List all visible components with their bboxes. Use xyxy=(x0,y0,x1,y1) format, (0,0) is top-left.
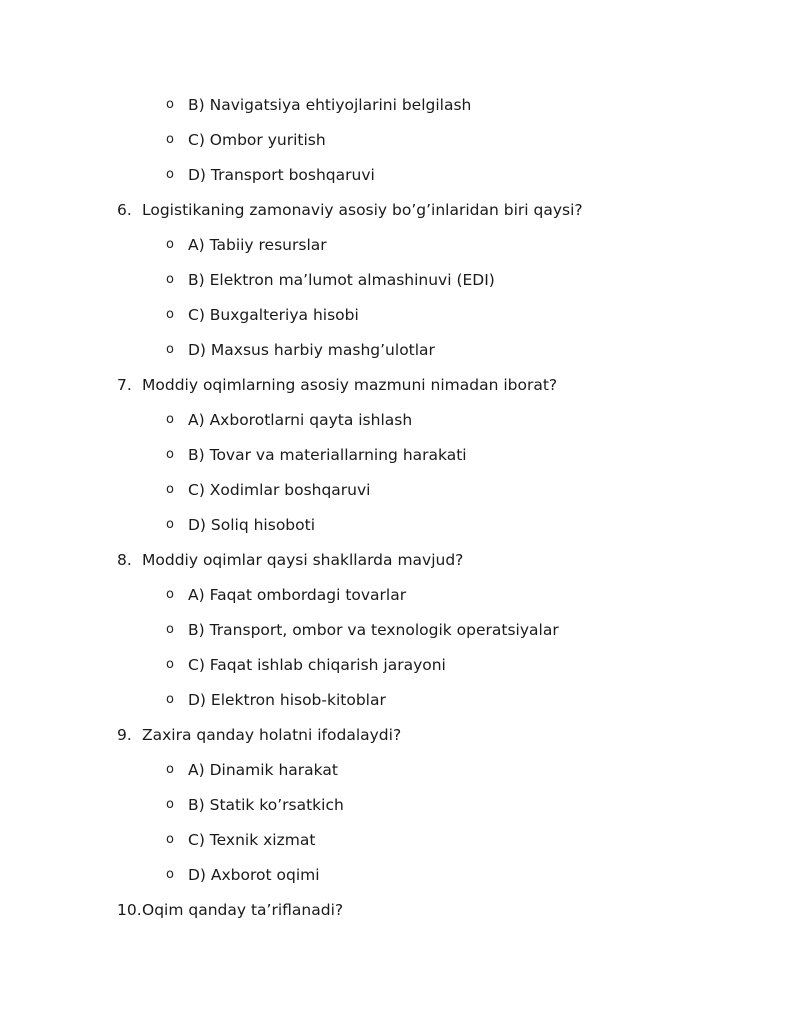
option-item xyxy=(0,303,800,327)
option-item xyxy=(0,93,800,117)
option-text: C) Xodimlar boshqaruvi xyxy=(188,481,371,499)
question-item xyxy=(0,373,800,397)
option-bullet: o xyxy=(166,657,174,672)
option-text: A) Faqat ombordagi tovarlar xyxy=(188,586,407,604)
question-text: Oqim qanday ta’riflanadi? xyxy=(142,901,344,919)
option-bullet: o xyxy=(166,587,174,602)
option-bullet: o xyxy=(166,797,174,812)
question-number: 10. xyxy=(117,901,142,919)
option-text: C) Texnik xizmat xyxy=(188,831,316,849)
option-text: A) Axborotlarni qayta ishlash xyxy=(188,411,413,429)
option-item xyxy=(0,758,800,782)
option-text: D) Soliq hisoboti xyxy=(188,516,316,534)
option-bullet: o xyxy=(166,307,174,322)
option-text: B) Tovar va materiallarning harakati xyxy=(188,446,467,464)
option-text: B) Statik ko’rsatkich xyxy=(188,796,344,814)
option-item xyxy=(0,443,800,467)
option-text: D) Maxsus harbiy mashg’ulotlar xyxy=(188,341,435,359)
option-text: B) Transport, ombor va texnologik operatsiyalar xyxy=(188,621,559,639)
option-item xyxy=(0,513,800,537)
option-text: A) Tabiiy resurslar xyxy=(188,236,327,254)
option-bullet: o xyxy=(166,692,174,707)
question-number: 9. xyxy=(117,726,132,744)
question-text: Moddiy oqimlar qaysi shakllarda mavjud? xyxy=(142,551,464,569)
question-number: 6. xyxy=(117,201,132,219)
option-item xyxy=(0,338,800,362)
option-text: C) Faqat ishlab chiqarish jarayoni xyxy=(188,656,446,674)
option-item xyxy=(0,583,800,607)
question-text: Moddiy oqimlarning asosiy mazmuni nimadan iborat? xyxy=(142,376,558,394)
option-bullet: o xyxy=(166,832,174,847)
option-item xyxy=(0,268,800,292)
question-item xyxy=(0,723,800,747)
option-bullet: o xyxy=(166,867,174,882)
option-text: D) Axborot oqimi xyxy=(188,866,320,884)
option-item xyxy=(0,863,800,887)
question-item xyxy=(0,198,800,222)
option-bullet: o xyxy=(166,272,174,287)
option-bullet: o xyxy=(166,517,174,532)
option-item xyxy=(0,688,800,712)
option-bullet: o xyxy=(166,622,174,637)
option-text: D) Transport boshqaruvi xyxy=(188,166,375,184)
option-bullet: o xyxy=(166,342,174,357)
option-item xyxy=(0,128,800,152)
option-bullet: o xyxy=(166,237,174,252)
option-bullet: o xyxy=(166,447,174,462)
option-text: C) Buxgalteriya hisobi xyxy=(188,306,359,324)
option-bullet: o xyxy=(166,482,174,497)
question-number: 7. xyxy=(117,376,132,394)
option-bullet: o xyxy=(166,132,174,147)
option-text: B) Navigatsiya ehtiyojlarini belgilash xyxy=(188,96,472,114)
question-item xyxy=(0,898,800,922)
option-text: A) Dinamik harakat xyxy=(188,761,338,779)
option-item xyxy=(0,793,800,817)
option-item xyxy=(0,163,800,187)
option-bullet: o xyxy=(166,762,174,777)
option-item xyxy=(0,618,800,642)
option-item xyxy=(0,408,800,432)
option-bullet: o xyxy=(166,412,174,427)
option-text: C) Ombor yuritish xyxy=(188,131,326,149)
question-text: Zaxira qanday holatni ifodalaydi? xyxy=(142,726,402,744)
option-item xyxy=(0,478,800,502)
option-text: D) Elektron hisob-kitoblar xyxy=(188,691,386,709)
option-text: B) Elektron ma’lumot almashinuvi (EDI) xyxy=(188,271,495,289)
question-number: 8. xyxy=(117,551,132,569)
option-item xyxy=(0,653,800,677)
option-item xyxy=(0,233,800,257)
option-item xyxy=(0,828,800,852)
option-bullet: o xyxy=(166,167,174,182)
question-text: Logistikaning zamonaviy asosiy bo’g’inlaridan biri qaysi? xyxy=(142,201,583,219)
option-bullet: o xyxy=(166,97,174,112)
question-item xyxy=(0,548,800,572)
